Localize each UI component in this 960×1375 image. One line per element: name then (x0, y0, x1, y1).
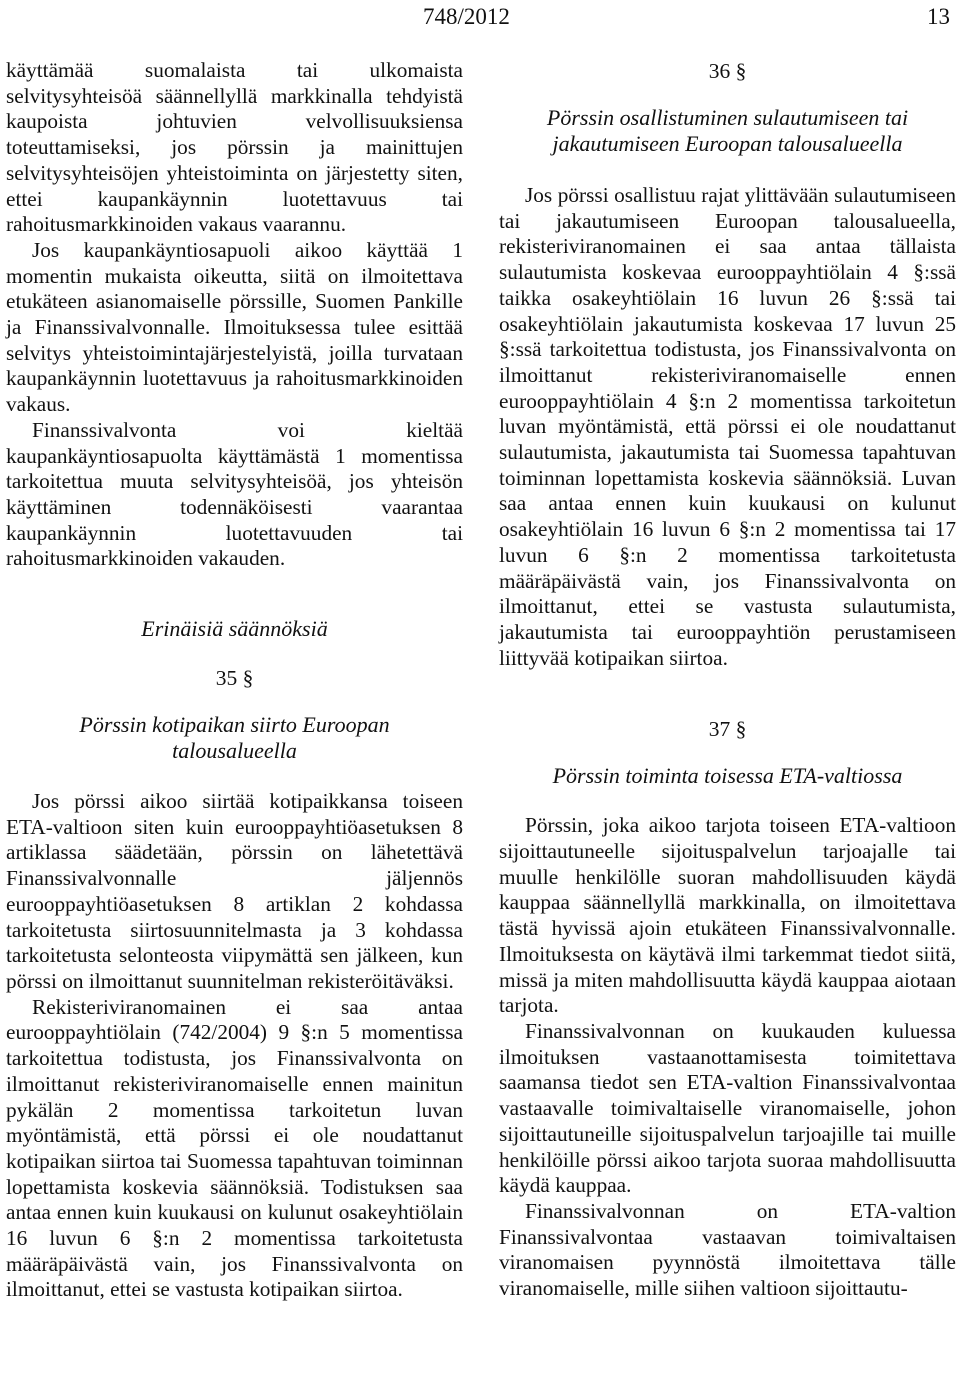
paragraph: Jos pörssi aikoo siirtää kotipaikkansa toiseen ETA-valtioon siten kuin eurooppayhtiöasetuksen 8 artiklassa säädetään, pörssin on lähetettävä Finanssivalvonnalle jäljennös eurooppayhtiöasetuksen 8 artiklan 2 kohdassa tarkoitetusta siirtosuunnitelmasta ja 3 kohdassa tarkoitetusta selonteosta viipymättä sen jälkeen, kun pörssi on ilmoittanut suunnitelman rekisteröitäväksi. (6, 789, 463, 993)
section-number: 37 § (708, 717, 747, 742)
paragraph: Rekisteriviranomainen ei saa antaa eurooppayhtiölain (742/2004) 9 §:n 5 momentissa tarkoitettua todistusta, jos Finanssivalvonta on ilmoittanut rekisteriviranomaiselle ennen mainitun pykälän 2 momentissa tarkoitetun luvan myöntämistä, että pörssi ei ole noudattanut kotipaikan siirtoa tai Suomessa tapahtuvan toiminnan lopettamista koskevia säännöksiä. Todistuksen saa antaa ennen kuin kuukausi on kulunut osakeyhtiölain 16 luvun 6 §:n 2 momentissa tarkoitetusta määräpäivästä vain, jos Finanssivalvonta on ilmoittanut, ettei se vastusta kotipaikan siirtoa. (6, 994, 463, 1302)
issue-number: 748/2012 (423, 4, 510, 29)
paragraph: käyttämää suomalaista tai ulkomaista selvitysyhteisöä säännellyllä markkinalla tehdyistä kaupoista johtuvien velvollisuuksiensa toteuttamiseksi, jos pörssin ja mainittujen selvitysyhteisöjen yhteistoiminta on järjestetty siten, ettei kaupankäynnin luotettavuus tai rahoitusmarkkinoiden vakaus vaarannu. (6, 58, 463, 237)
page-header (0, 2, 960, 32)
section-title: Pörssin toiminta toisessa ETA-valtiossa (552, 763, 903, 789)
paragraph: Jos pörssi osallistuu rajat ylittävään sulautumiseen tai jakautumiseen Euroopan talousalueella, rekisteriviranomainen ei saa antaa tällaista sulautumista koskevaa eurooppayhtiölain 4 §:ssä taikka osakeyhtiölain 16 luvun 26 §:ssä tai osakeyhtiölain jakautumista koskevaa 17 luvun 25 §:ssä tarkoitettua todistusta, jos Finanssivalvonta on ilmoittanut rekisteriviranomaiselle ennen eurooppayhtiölain 4 §:n 2 momentissa tarkoitetun luvan myöntämistä, että pörssi ei ole noudattanut sulautumista, jakautumista tai Suomessa tapahtuvan toiminnan lopettamista koskevia säännöksiä. Luvan saa antaa ennen kuin kuukausi on kulunut osakeyhtiölain 16 luvun 6 §:n 2 momentissa tai 17 luvun 6 §:n 2 momentissa tarkoitetusta määräpäivästä vain, jos Finanssivalvonta on ilmoittanut, ettei se vastusta sulautumista, jakautumista tai eurooppayhtiön perustamiseen liittyvää kotipaikan siirtoa. (499, 183, 956, 670)
paragraph: Pörssin, joka aikoo tarjota toiseen ETA-valtioon sijoittautuneelle sijoituspalvelun tarjoajalle tai muulle henkilölle suoran mahdollisuuden käydä kauppaa säännellyllä markkinalla, on ilmoitettava tästä hyvissä ajoin etukäteen Finanssivalvonnalle. Ilmoituksesta on käytävä ilmi tarkemmat tiedot siitä, missä ja miten mahdollisuutta käydä kauppaa aiotaan tarjota. (499, 813, 956, 1018)
right-column (499, 58, 956, 1302)
paragraph: Jos kaupankäyntiosapuoli aikoo käyttää 1 momentin mukaista oikeutta, siitä on ilmoitettava etukäteen asianomaiselle pörssille, Suomen Pankille ja Finanssivalvonnalle. Ilmoituksessa tulee esittää selvitys yhteistoimintajärjestelyistä, joilla turvataan kaupankäynnin luotettavuus ja rahoitusmarkkinoiden vakaus. (6, 237, 463, 417)
paragraph: Finanssivalvonnan on kuukauden kuluessa ilmoituksen vastaanottamisesta toimitettava saamansa tiedot sen ETA-valtion Finanssivalvontaa vastaavalle toimivaltaiselle viranomaiselle, johon sijoittautuneille sijoituspalvelun tarjoajille tai muille henkilöille pörssi aikoo tarjota suoraa mahdollisuutta käydä kauppaa. (499, 1018, 956, 1198)
section-number: 36 § (708, 59, 747, 83)
section-title: Pörssin kotipaikan siirto Euroopan talousalueella (79, 712, 390, 764)
section-number: 35 § (215, 666, 254, 691)
chapter-title: Erinäisiä säännöksiä (141, 616, 328, 642)
left-column (6, 58, 463, 1303)
paragraph: Finanssivalvonta voi kieltää kaupankäyntiosapuolta käyttämästä 1 momentissa tarkoitettua muuta selvitysyhteisöä, jos yhteisön käyttäminen todennäköisesti vaarantaa kaupankäynnin luotettavuuden tai rahoitusmarkkinoiden vakauden. (6, 417, 463, 571)
section-title: Pörssin osallistuminen sulautumiseen tai jakautumiseen Euroopan talousalueella (546, 105, 909, 156)
paragraph: Finanssivalvonnan on ETA-valtion Finanssivalvontaa vastaavan toimivaltaisen viranomaisen pyynnöstä ilmoitettava tälle viranomaiselle, mille siihen valtioon sijoittautu- (499, 1198, 956, 1301)
page-number: 13 (927, 4, 950, 29)
